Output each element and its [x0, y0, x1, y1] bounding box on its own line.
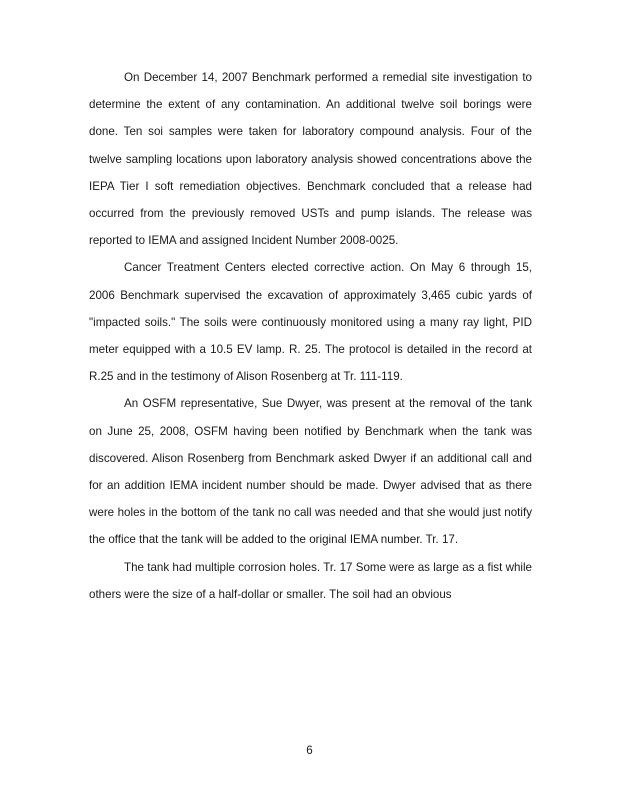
paragraph-corrective-action: Cancer Treatment Centers elected corrective action. On May 6 through 15, 2006 Benchmark supervised the excavation of approximately 3,465 cubic yards of "impacted soils." The soils were continuously monitored using a many ray light, PID meter equipped with a 10.5 EV lamp. R. 25. The protocol is detailed in the record at R.25 and in the testimony of Alison Rosenberg at Tr. 111-119. — [89, 261, 532, 384]
paragraph-corrosion-holes: The tank had multiple corrosion holes. Tr. 17 Some were as large as a fist while others were the size of a half-dollar or smaller. The soil had an obvious — [89, 560, 532, 601]
page-number: 6 — [306, 744, 313, 757]
body-text — [89, 64, 532, 608]
paragraph-osfm-representative: An OSFM representative, Sue Dwyer, was present at the removal of the tank on June 25, 2008, OSFM having been notified by Benchmark when the tank was discovered. Alison Rosenberg from Benchmark asked Dwyer if an additional call and for an addition IEMA incident number should be made. Dwyer advised that as there were holes in the bottom of the tank no call was needed and that she would just notify the office that the tank will be added to the original IEMA number. Tr. 17. — [89, 397, 532, 547]
paragraph-remedial-investigation: On December 14, 2007 Benchmark performed a remedial site investigation to determine the extent of any contamination. An additional twelve soil borings were done. Ten soi samples were taken for laboratory compound analysis. Four of the twelve sampling locations upon laboratory analysis showed concentrations above the IEPA Tier I soft remediation objectives. Benchmark concluded that a release had occurred from the previously removed USTs and pump islands. The release was reported to IEMA and assigned Incident Number 2008-0025. — [89, 71, 532, 248]
